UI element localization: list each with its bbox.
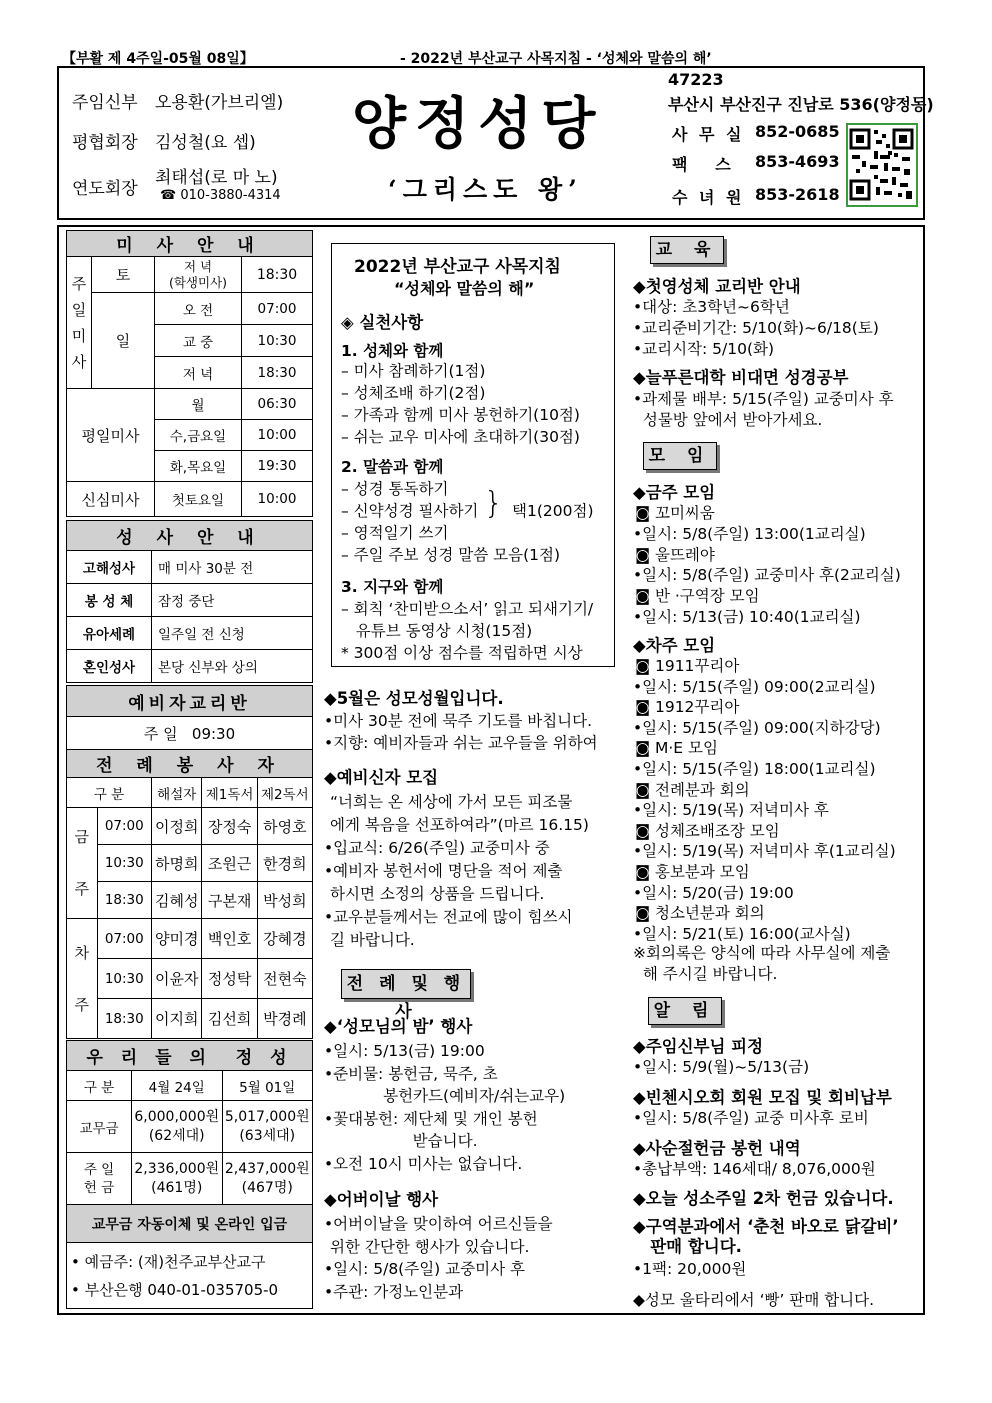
may-item: •지향: 예비자들과 쉬는 교우들을 위하여 <box>324 734 598 752</box>
bank-account: • 부산은행 040-01-035705-0 <box>71 1280 279 1299</box>
sacrament-name: 봉 성 체 <box>67 584 152 617</box>
sunday-slot-time: 10:30 <box>242 325 313 357</box>
notice-heading: ◆주임신부님 피정 <box>633 1037 764 1056</box>
may-item: •미사 30분 전에 묵주 기도를 바칩니다. <box>324 712 593 730</box>
meeting-detail: •일시: 5/15(주일) 09:00(2교리실) <box>633 677 876 696</box>
second-reader: 강혜경 <box>257 919 312 959</box>
next-week-label: 차 주 <box>67 919 98 1039</box>
meeting-detail: •일시: 5/13(금) 10:40(1교리실) <box>633 608 861 626</box>
meeting-detail: •일시: 5/15(주일) 18:00(1교리실) <box>633 760 876 778</box>
notice-item: ◆성모 울타리에서 ‘빵’ 판매 합니다. <box>633 1291 875 1309</box>
fax-phone: 853-4693 <box>755 152 840 171</box>
commentator: 이지희 <box>152 999 202 1039</box>
sacrament-value: 일주일 전 신청 <box>152 617 313 650</box>
mass-time: 10:30 <box>97 845 151 882</box>
col-header: 제2독서 <box>257 778 312 808</box>
meeting-detail: •일시: 5/21(토) 16:00(교사실) <box>633 924 851 943</box>
zip-code: 47223 <box>668 70 724 89</box>
offering-name: 교무금 <box>67 1101 132 1153</box>
university-item: 성물방 앞에서 받아가세요. <box>633 411 823 429</box>
devotion-time: 10:00 <box>242 482 313 517</box>
meeting-detail: •일시: 5/8(주일) 13:00(1교리실) <box>633 524 866 543</box>
notice-item: •1팩: 20,000원 <box>633 1260 747 1278</box>
offering-name: 주 일 헌 금 <box>67 1153 132 1205</box>
sunday-slot-time: 07:00 <box>242 293 313 325</box>
second-reader: 박경례 <box>257 999 312 1039</box>
notice-heading: ◆구역분과에서 ‘춘천 바오로 닭갈비’ <box>633 1217 899 1236</box>
this-week-label: 금 주 <box>67 808 98 919</box>
practice-item: – 신약성경 필사하기 <box>341 502 479 520</box>
meeting-group: ◙ 전례분과 회의 <box>635 780 750 799</box>
catechumen-table <box>66 685 313 750</box>
sacrament-name: 고해성사 <box>67 551 152 584</box>
practice-item: – 쉬는 교우 미사에 초대하기(30점) <box>341 428 580 446</box>
first-reader: 김선희 <box>202 999 257 1039</box>
commentator: 김혜성 <box>152 882 202 919</box>
night-item: •준비물: 봉헌금, 묵주, 초 <box>324 1065 498 1083</box>
offering-amount: 6,000,000원 <box>134 1108 220 1125</box>
parents-item: •주관: 가정노인분과 <box>324 1283 464 1301</box>
meeting-group: ◙ M·E 모임 <box>635 739 718 758</box>
parents-heading: ◆어버이날 행사 <box>324 1190 439 1209</box>
notice-item: •일시: 5/9(월)~5/13(금) <box>633 1058 810 1076</box>
sacrament-name: 유아세례 <box>67 617 152 650</box>
sacrament-value: 잠정 중단 <box>152 584 313 617</box>
meeting-group: ◙ 홍보분과 모임 <box>635 863 750 881</box>
sacrament-table <box>66 520 313 683</box>
meeting-detail: •일시: 5/15(주일) 09:00(지하강당) <box>633 718 881 737</box>
sacrament-title: 성 사 안 내 <box>67 521 313 551</box>
convent-label: 수 녀 원 <box>672 188 745 207</box>
offering-count: (62세대) <box>148 1127 205 1144</box>
meeting-detail: •일시: 5/8(주일) 교중미사 후(2교리실) <box>633 566 901 585</box>
choice-label: 택1(200점) <box>512 502 594 520</box>
liturgy-servers-table <box>66 749 313 1039</box>
practice-item: 유튜브 동영상 시청(15점) <box>341 622 533 640</box>
recruit-line: •입교식: 6/26(주일) 교중미사 중 <box>324 839 550 857</box>
practice-item: – 영적일기 쓰기 <box>341 524 449 542</box>
first-reader: 장정숙 <box>202 808 257 845</box>
next-week-heading: ◆차주 모임 <box>633 636 716 655</box>
parents-item: •일시: 5/8(주일) 교중미사 후 <box>324 1260 525 1278</box>
night-item: •일시: 5/13(금) 19:00 <box>324 1042 485 1060</box>
recruit-line: 길 바랍니다. <box>330 931 415 949</box>
pastoral-title: 2022년 부산교구 사목지침 <box>354 257 561 277</box>
office-phone: 852-0685 <box>755 122 840 141</box>
events-section-label: 전 례 및 행 사 <box>341 969 471 999</box>
council-name: 김성철(요 셉) <box>155 133 256 153</box>
sacrament-name: 혼인성사 <box>67 650 152 683</box>
first-reader: 정성탁 <box>202 959 257 999</box>
offering-count: (467명) <box>241 1179 293 1196</box>
mass-time: 07:00 <box>97 808 151 845</box>
second-reader: 하영호 <box>257 808 312 845</box>
recruit-line: 하시면 소정의 상품을 드립니다. <box>330 885 545 903</box>
practice-item: – 주일 주보 성경 말씀 모음(1점) <box>341 546 561 564</box>
mass-time: 18:30 <box>97 999 151 1039</box>
youth-name: 최태섭(로 마 노) <box>155 168 278 188</box>
saturday-time-label: 저 녁 (학생미사) <box>155 257 242 293</box>
sacrament-value: 매 미사 30분 전 <box>152 551 313 584</box>
mass-time: 18:30 <box>97 882 151 919</box>
council-label: 평협회장 <box>72 133 138 153</box>
meeting-group: ◙ 꼬미씨움 <box>635 504 715 522</box>
address: 부산시 부산진구 진남로 536(양정동) <box>668 95 934 114</box>
weekday-slot-label: 월 <box>155 389 242 420</box>
weekday-slot-label: 화,목요일 <box>155 451 242 482</box>
notice-heading: 판매 합니다. <box>633 1237 742 1256</box>
parents-item: •어버이날을 맞이하여 어르신들을 <box>324 1215 553 1233</box>
first-reader: 구본재 <box>202 882 257 919</box>
offering-amount: 2,336,000원 <box>134 1160 220 1177</box>
recruit-line: “너희는 온 세상에 가서 모든 피조물 <box>330 793 573 811</box>
col-header: 해설자 <box>152 778 202 808</box>
night-item: •오전 10시 미사는 없습니다. <box>324 1155 523 1173</box>
commentator: 하명희 <box>152 845 202 882</box>
meeting-group: ◙ 반 ·구역장 모임 <box>635 587 760 606</box>
issue-date: 【부활 제 4주일-05월 08일】 <box>62 51 254 67</box>
office-label: 사 무 실 <box>672 125 745 144</box>
qr-code-icon[interactable] <box>846 123 918 207</box>
sunday-slot-time: 18:30 <box>242 357 313 389</box>
commentator: 이정희 <box>152 808 202 845</box>
first-reader: 백인호 <box>202 919 257 959</box>
second-reader: 박성희 <box>257 882 312 919</box>
second-reader: 전현숙 <box>257 959 312 999</box>
liturgy-servers-title: 전 례 봉 사 자 <box>67 750 313 778</box>
commentator: 이윤자 <box>152 959 202 999</box>
communion-item: •교리준비기간: 5/10(화)~6/18(토) <box>633 319 879 337</box>
meeting-detail: •일시: 5/19(목) 저녁미사 후(1교리실) <box>633 842 896 861</box>
practice-item: – 성경 통독하기 <box>341 480 449 498</box>
sunday-slot-label: 교 중 <box>155 325 242 357</box>
communion-heading: ◆첫영성체 교리반 안내 <box>633 277 801 296</box>
recruit-heading: ◆예비신자 모집 <box>324 768 439 787</box>
parish-name: 양정성당 <box>352 91 605 157</box>
col-header: 5월 01일 <box>222 1071 313 1101</box>
devotion-mass-label: 신심미사 <box>67 482 155 517</box>
minutes-note: ※회의록은 양식에 따라 사무실에 제출 <box>633 944 891 962</box>
notice-item: •총납부액: 146세대/ 8,076,000원 <box>633 1160 876 1178</box>
meeting-group: ◙ 울뜨레야 <box>635 545 715 564</box>
sunday-mass-label: 주 일 미 사 <box>67 257 92 389</box>
communion-item: •교리시작: 5/10(화) <box>633 340 775 358</box>
notice-heading: ◆사순절헌금 봉헌 내역 <box>633 1139 801 1158</box>
saturday-time: 18:30 <box>242 257 313 293</box>
meeting-group: ◙ 성체조배조장 모임 <box>635 821 780 840</box>
night-item: 받습니다. <box>324 1132 478 1150</box>
meeting-detail: •일시: 5/20(금) 19:00 <box>633 883 794 902</box>
mass-time: 07:00 <box>97 919 151 959</box>
meeting-detail: •일시: 5/19(목) 저녁미사 후 <box>633 801 829 820</box>
night-heading: ◆‘성모님의 밤’ 행사 <box>324 1017 473 1036</box>
meeting-group: ◙ 1911꾸리아 <box>635 657 740 675</box>
parents-item: 위한 간단한 행사가 있습니다. <box>330 1238 530 1256</box>
brace-icon: } <box>484 486 504 521</box>
university-item: •과제물 배부: 5/15(주일) 교중미사 후 <box>633 390 894 408</box>
col-header: 구 분 <box>67 1071 132 1101</box>
practice-heading: ◈ 실천사항 <box>341 313 424 332</box>
section-heading: 1. 성체와 함께 <box>341 342 444 360</box>
offering-amount: 5,017,000원 <box>224 1108 310 1125</box>
notice-heading: ◆오늘 성소주일 2차 헌금 있습니다. <box>633 1189 894 1208</box>
recruit-line: 에게 복음을 선포하여라”(마르 16.15) <box>330 816 589 834</box>
pastor-name: 오용환(가브리엘) <box>155 93 284 113</box>
weekday-slot-time: 19:30 <box>242 451 313 482</box>
col-header: 제1독서 <box>202 778 257 808</box>
transfer-title: 교무금 자동이체 및 온라인 입금 <box>67 1205 313 1243</box>
col-header: 4월 24일 <box>132 1071 223 1101</box>
offering-amount: 2,437,000원 <box>224 1160 310 1177</box>
offering-table <box>66 1040 313 1309</box>
section-heading: 2. 말씀과 함께 <box>341 458 444 476</box>
practice-item: – 성체조배 하기(2점) <box>341 384 486 402</box>
account-holder: • 예금주: (재)천주교부산교구 <box>71 1252 266 1271</box>
communion-item: •대상: 초3학년~6학년 <box>633 298 790 316</box>
commentator: 양미경 <box>152 919 202 959</box>
education-section-label: 교 육 <box>650 236 724 264</box>
night-item: 봉헌카드(예비자/쉬는교우) <box>324 1087 566 1105</box>
recruit-line: •교우분들께서는 전교에 많이 힘쓰시 <box>324 908 573 926</box>
meetings-section-label: 모 임 <box>643 442 717 470</box>
sunday-slot-label: 저 녁 <box>155 357 242 389</box>
catechumen-title: 예비자교리반 <box>67 686 313 717</box>
weekday-slot-time: 10:00 <box>242 420 313 451</box>
practice-item: – 가족과 함께 미사 봉헌하기(10점) <box>341 406 580 424</box>
notice-section-label: 알 림 <box>648 997 722 1025</box>
practice-item: – 미사 참례하기(1점) <box>341 362 486 380</box>
youth-label: 연도회장 <box>72 179 138 199</box>
may-heading: ◆5월은 성모성월입니다. <box>324 689 504 708</box>
parish-motto: ‘그리스도 왕’ <box>388 175 583 204</box>
mass-schedule-table <box>66 230 313 517</box>
night-item: •꽃대봉헌: 제단체 및 개인 봉헌 <box>324 1110 538 1128</box>
pastoral-subtitle: “성체와 말씀의 해” <box>394 279 535 298</box>
mass-schedule-title: 미 사 안 내 <box>67 231 313 257</box>
university-heading: ◆늘푸른대학 비대면 성경공부 <box>633 368 849 387</box>
recruit-line: •예비자 봉헌서에 명단을 적어 제출 <box>324 862 563 880</box>
first-reader: 조원근 <box>202 845 257 882</box>
weekday-slot-time: 06:30 <box>242 389 313 420</box>
weekday-slot-label: 수,금요일 <box>155 420 242 451</box>
meeting-group: ◙ 청소년분과 회의 <box>635 904 765 923</box>
meeting-group: ◙ 1912꾸리아 <box>635 698 740 717</box>
youth-phone: ☎ 010-3880-4314 <box>160 188 281 203</box>
minutes-note: 해 주시길 바랍니다. <box>633 965 778 983</box>
sunday-slot-label: 오 전 <box>155 293 242 325</box>
notice-item: •일시: 5/8(주일) 교중 미사후 로비 <box>633 1109 869 1127</box>
section-heading: 3. 지구와 함께 <box>341 578 444 596</box>
sunday-label: 일 <box>92 293 155 389</box>
devotion-day: 첫토요일 <box>155 482 242 517</box>
notice-heading: ◆빈첸시오회 회원 모집 및 회비납부 <box>633 1088 892 1107</box>
weekday-mass-label: 평일미사 <box>67 389 155 482</box>
col-header: 구 분 <box>67 778 152 808</box>
pastor-label: 주임신부 <box>72 93 138 113</box>
fax-label: 팩 스 <box>672 155 731 174</box>
second-reader: 한경희 <box>257 845 312 882</box>
saturday-label: 토 <box>92 257 155 293</box>
practice-item: * 300점 이상 점수를 적립하면 시상 <box>341 644 583 662</box>
convent-phone: 853-2618 <box>755 185 840 204</box>
practice-item: – 회칙 ‘찬미받으소서’ 읽고 되새기기/ <box>341 600 594 618</box>
diocesan-motto: - 2022년 부산교구 사목지침 - ‘성체와 말씀의 해’ <box>400 51 712 67</box>
mass-time: 10:30 <box>97 959 151 999</box>
catechumen-time: 주 일 09:30 <box>67 717 313 750</box>
sacrament-value: 본당 신부와 상의 <box>152 650 313 683</box>
offering-title: 우 리 들 의 정 성 <box>67 1041 313 1071</box>
offering-count: (63세대) <box>239 1127 296 1144</box>
this-week-heading: ◆금주 모임 <box>633 483 716 502</box>
offering-count: (461명) <box>151 1179 203 1196</box>
